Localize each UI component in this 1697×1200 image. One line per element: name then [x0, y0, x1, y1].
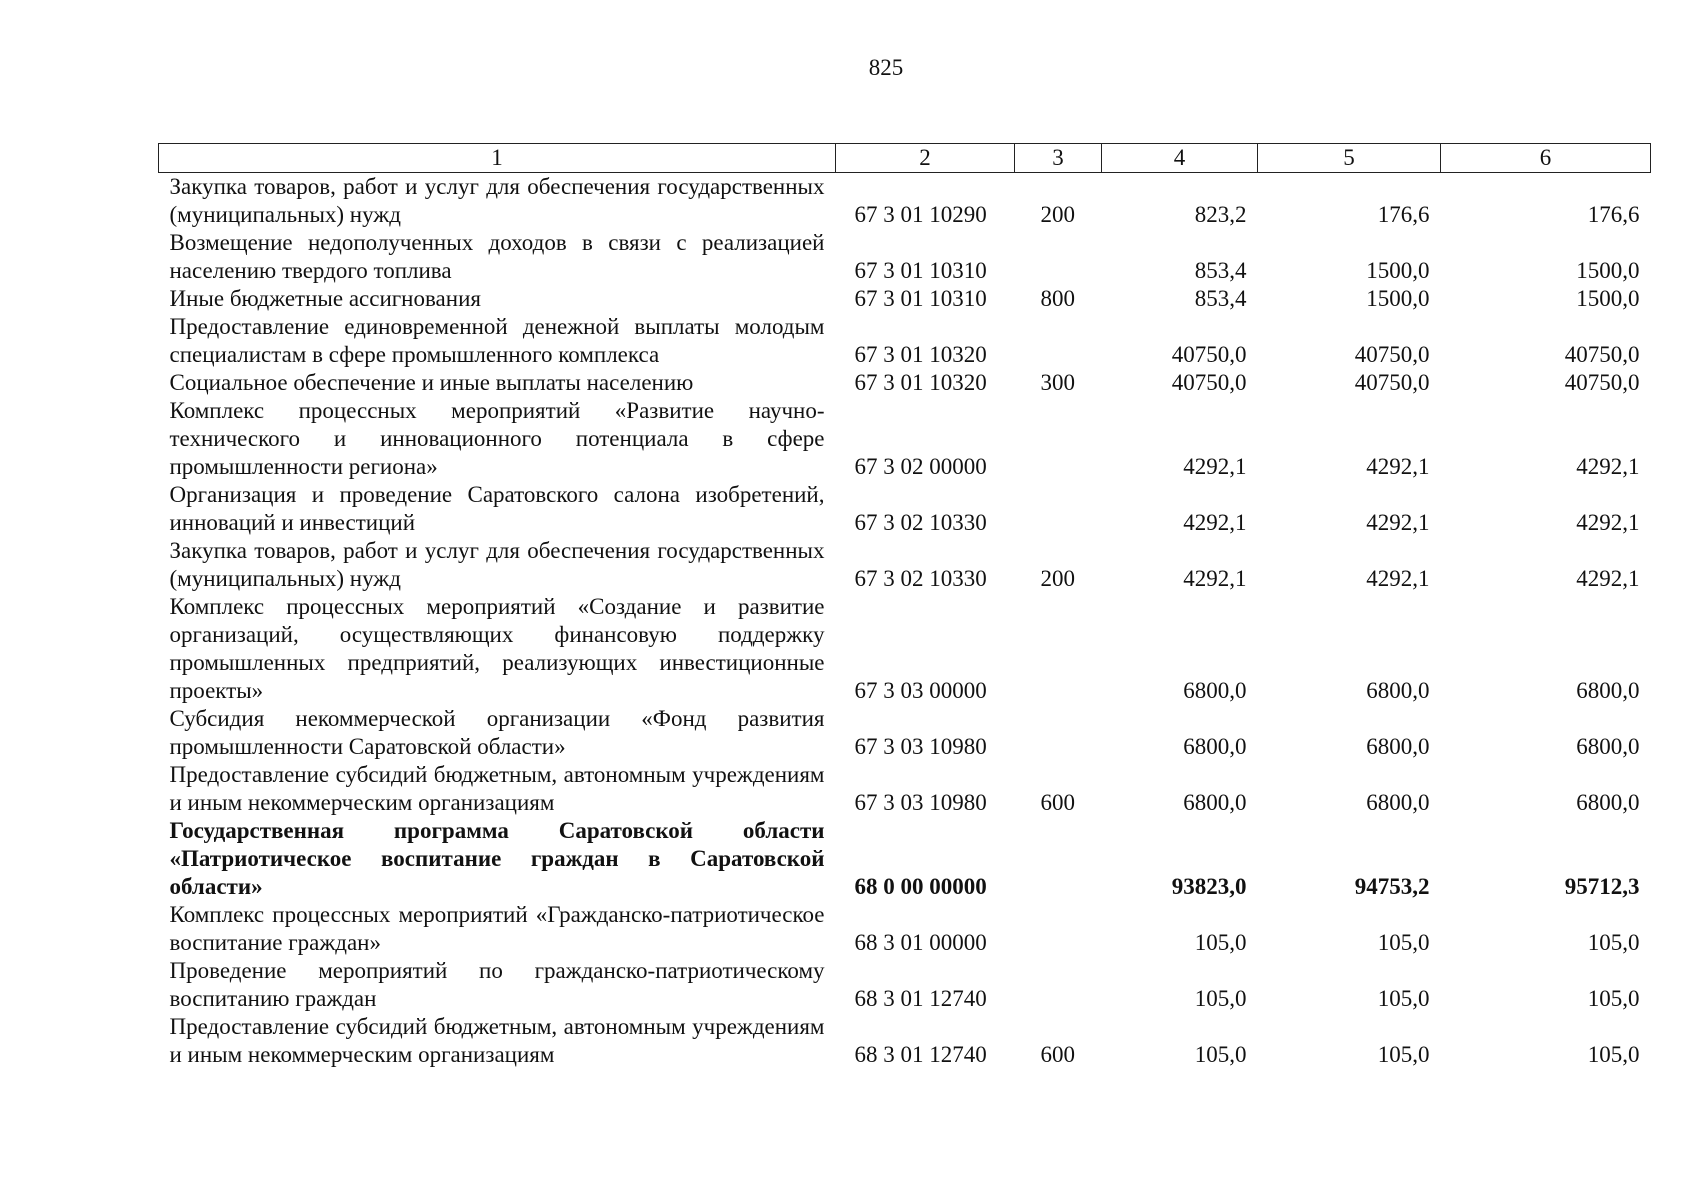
amount-cell-col6: 176,6	[1587, 202, 1640, 227]
amount-cell-col4: 853,4	[1194, 258, 1247, 283]
expense-type-code-cell	[1015, 481, 1102, 537]
amount-cell-col5: 4292,1	[1366, 510, 1430, 535]
row-name-cell: Комплекс процессных мероприятий «Развитие научно-технического и инновационного потенциала в сфере промышленности региона»	[169, 398, 825, 479]
expense-type-code-cell	[1015, 901, 1102, 957]
row-name-cell: Возмещение недополученных доходов в связи с реализацией населению твердого топлива	[169, 230, 825, 283]
amount-cell-col4: 105,0	[1194, 986, 1247, 1011]
amount-cell-col5: 176,6	[1377, 202, 1430, 227]
table-row	[159, 285, 1651, 313]
target-article-code-cell: 67 3 01 10310	[854, 286, 987, 311]
amount-cell-col6: 6800,0	[1576, 678, 1640, 703]
amount-cell-col5: 4292,1	[1366, 454, 1430, 479]
page-number: 825	[868, 55, 904, 80]
expense-type-code-cell	[1015, 593, 1102, 705]
table-row	[159, 397, 1651, 481]
table-row	[159, 1013, 1651, 1069]
amount-cell-col6: 6800,0	[1576, 734, 1640, 759]
row-name-cell: Закупка товаров, работ и услуг для обеспечения государственных (муниципальных) нужд	[169, 538, 825, 591]
amount-cell-col4: 4292,1	[1183, 454, 1247, 479]
table-body	[159, 173, 1651, 1070]
expense-type-code-cell	[1015, 397, 1102, 481]
row-name-cell: Социальное обеспечение и иные выплаты населению	[169, 370, 694, 395]
row-name-cell: Предоставление субсидий бюджетным, автономным учреждениям и иным некоммерческим организациям	[169, 1014, 825, 1067]
row-name-cell: Комплекс процессных мероприятий «Создание и развитие организаций, осуществляющих финансовую поддержку промышленных предприятий, реализующих инвестиционные проекты»	[169, 594, 825, 703]
target-article-code-cell: 67 3 03 10980	[854, 790, 987, 815]
amount-cell-col6: 4292,1	[1576, 566, 1640, 591]
row-name-cell: Государственная программа Саратовской области «Патриотическое воспитание граждан в Саратовской области»	[169, 818, 825, 899]
amount-cell-col5: 40750,0	[1354, 342, 1430, 367]
target-article-code-cell: 68 3 01 12740	[854, 986, 987, 1011]
column-number-header-row	[159, 144, 1651, 173]
target-article-code-cell: 67 3 03 00000	[854, 678, 987, 703]
amount-cell-col4: 6800,0	[1183, 790, 1247, 815]
target-article-code-cell: 67 3 02 00000	[854, 454, 987, 479]
target-article-code-cell: 67 3 02 10330	[854, 510, 987, 535]
table-row	[159, 369, 1651, 397]
table-row	[159, 817, 1651, 901]
expense-type-code-cell	[1015, 817, 1102, 901]
row-name-cell: Организация и проведение Саратовского салона изобретений, инноваций и инвестиций	[169, 482, 825, 535]
amount-cell-col4: 40750,0	[1171, 370, 1247, 395]
amount-cell-col5: 6800,0	[1366, 790, 1430, 815]
table-row	[159, 313, 1651, 369]
target-article-code-cell: 68 3 01 12740	[854, 1042, 987, 1067]
amount-cell-col4: 823,2	[1194, 202, 1247, 227]
amount-cell-col5: 40750,0	[1354, 370, 1430, 395]
amount-cell-col6: 4292,1	[1576, 454, 1640, 479]
expense-type-code-cell: 600	[1040, 1042, 1075, 1067]
target-article-code-cell: 67 3 03 10980	[854, 734, 987, 759]
table-row	[159, 761, 1651, 817]
table-row	[159, 957, 1651, 1013]
amount-cell-col4: 853,4	[1194, 286, 1247, 311]
amount-cell-col6: 6800,0	[1576, 790, 1640, 815]
amount-cell-col6: 105,0	[1587, 1042, 1640, 1067]
amount-cell-col5: 105,0	[1377, 1042, 1430, 1067]
amount-cell-col6: 105,0	[1587, 986, 1640, 1011]
amount-cell-col4: 40750,0	[1171, 342, 1247, 367]
amount-cell-col5: 105,0	[1377, 930, 1430, 955]
expense-type-code-cell	[1015, 313, 1102, 369]
target-article-code-cell: 68 0 00 00000	[854, 874, 987, 899]
target-article-code-cell: 67 3 02 10330	[854, 566, 987, 591]
amount-cell-col5: 94753,2	[1354, 874, 1430, 899]
row-name-cell: Предоставление субсидий бюджетным, автономным учреждениям и иным некоммерческим организациям	[169, 762, 825, 815]
column-header-1: 1	[159, 144, 836, 173]
target-article-code-cell: 67 3 01 10310	[854, 258, 987, 283]
amount-cell-col5: 105,0	[1377, 986, 1430, 1011]
expense-type-code-cell	[1015, 957, 1102, 1013]
amount-cell-col4: 6800,0	[1183, 678, 1247, 703]
amount-cell-col4: 4292,1	[1183, 566, 1247, 591]
amount-cell-col4: 105,0	[1194, 930, 1247, 955]
expense-type-code-cell: 200	[1040, 202, 1075, 227]
row-name-cell: Субсидия некоммерческой организации «Фонд развития промышленности Саратовской области»	[169, 706, 825, 759]
row-name-cell: Комплекс процессных мероприятий «Гражданско-патриотическое воспитание граждан»	[169, 902, 825, 955]
row-name-cell: Проведение мероприятий по гражданско-патриотическому воспитанию граждан	[169, 958, 825, 1011]
amount-cell-col5: 6800,0	[1366, 734, 1430, 759]
table-row	[159, 705, 1651, 761]
amount-cell-col6: 40750,0	[1564, 342, 1640, 367]
target-article-code-cell: 67 3 01 10320	[854, 342, 987, 367]
table-row	[159, 173, 1651, 230]
amount-cell-col4: 93823,0	[1171, 874, 1247, 899]
table-row	[159, 593, 1651, 705]
row-name-cell: Предоставление единовременной денежной выплаты молодым специалистам в сфере промышленного комплекса	[169, 314, 825, 367]
expense-type-code-cell: 800	[1040, 286, 1075, 311]
column-header-2: 2	[836, 144, 1015, 173]
row-name-cell: Закупка товаров, работ и услуг для обеспечения государственных (муниципальных) нужд	[169, 174, 825, 227]
column-header-3: 3	[1015, 144, 1102, 173]
column-header-4: 4	[1102, 144, 1258, 173]
table-row	[159, 537, 1651, 593]
table-row	[159, 229, 1651, 285]
amount-cell-col5: 1500,0	[1366, 286, 1430, 311]
target-article-code-cell: 68 3 01 00000	[854, 930, 987, 955]
amount-cell-col4: 105,0	[1194, 1042, 1247, 1067]
amount-cell-col6: 105,0	[1587, 930, 1640, 955]
amount-cell-col6: 40750,0	[1564, 370, 1640, 395]
amount-cell-col6: 95712,3	[1564, 874, 1640, 899]
column-header-6: 6	[1441, 144, 1651, 173]
expense-type-code-cell: 600	[1040, 790, 1075, 815]
target-article-code-cell: 67 3 01 10290	[854, 202, 987, 227]
budget-table	[158, 143, 1651, 1069]
amount-cell-col6: 1500,0	[1576, 258, 1640, 283]
amount-cell-col5: 4292,1	[1366, 566, 1430, 591]
amount-cell-col4: 4292,1	[1183, 510, 1247, 535]
column-header-5: 5	[1258, 144, 1441, 173]
target-article-code-cell: 67 3 01 10320	[854, 370, 987, 395]
amount-cell-col6: 4292,1	[1576, 510, 1640, 535]
expense-type-code-cell: 200	[1040, 566, 1075, 591]
amount-cell-col4: 6800,0	[1183, 734, 1247, 759]
table-row	[159, 901, 1651, 957]
row-name-cell: Иные бюджетные ассигнования	[169, 286, 481, 311]
table-row	[159, 481, 1651, 537]
amount-cell-col5: 6800,0	[1366, 678, 1430, 703]
expense-type-code-cell	[1015, 705, 1102, 761]
expense-type-code-cell: 300	[1040, 370, 1075, 395]
expense-type-code-cell	[1015, 229, 1102, 285]
amount-cell-col5: 1500,0	[1366, 258, 1430, 283]
amount-cell-col6: 1500,0	[1576, 286, 1640, 311]
